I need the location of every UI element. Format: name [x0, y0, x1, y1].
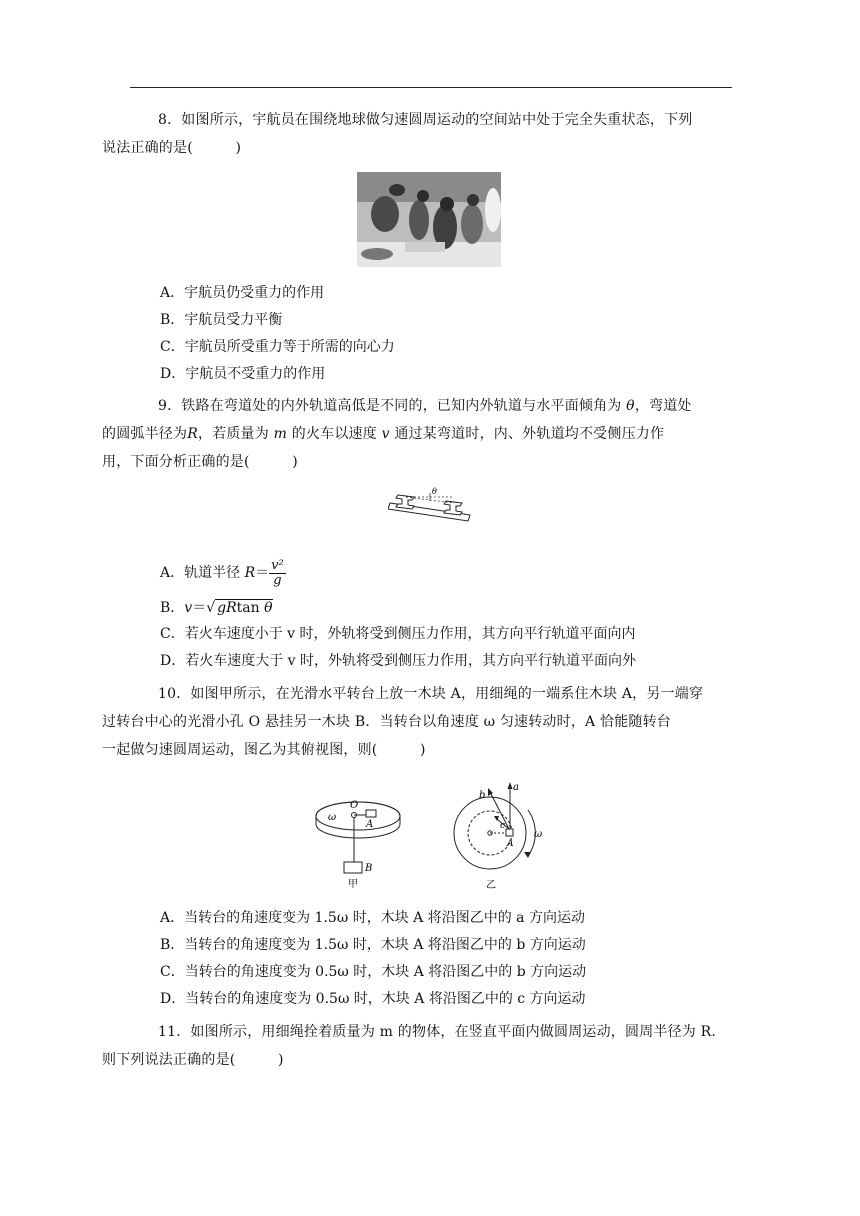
rail-theta-label: θ — [432, 487, 437, 496]
astronaut-photo — [357, 172, 501, 267]
q9-stem-part-b: ，弯道处 — [634, 398, 692, 414]
astronaut-photo-art — [357, 172, 501, 267]
q9-option-a-text: A．轨道半径 — [160, 565, 241, 581]
figure-yi-caption: 乙 — [486, 880, 496, 891]
q9-m: m — [273, 426, 288, 442]
q8-option-b: B．宇航员受力平衡 — [160, 312, 283, 328]
q10-stem-line2: 过转台中心的光滑小孔 O 悬挂另一木块 B．当转台以角速度 ω 匀速转动时，A 恰能随转台 — [102, 714, 671, 730]
q9-option-b — [160, 598, 273, 618]
q9-option-b-v: v — [184, 600, 193, 616]
figure-jia-caption: 甲 — [348, 879, 358, 890]
jia-label-omega: ω — [328, 812, 337, 823]
yi-label-a: a — [513, 782, 519, 793]
fraction-numerator: v² — [271, 557, 284, 573]
q9-stem — [102, 392, 732, 476]
q10-option-c: C．当转台的角速度变为 0.5ω 时，木块 A 将沿图乙中的 b 方向运动 — [160, 964, 587, 980]
q9-option-a-eq: ＝ — [255, 565, 270, 581]
q9-theta: θ — [626, 398, 635, 414]
q9-option-d: D．若火车速度大于 v 时，外轨将受到侧压力作用，其方向平行轨道平面向外 — [160, 653, 637, 669]
q9-option-a-R: R — [244, 565, 256, 581]
q9-stem-line2a: 的圆弧半径为 — [102, 426, 188, 442]
header-rule — [130, 87, 732, 88]
yi-label-c: c — [500, 821, 506, 831]
q9-option-b-radicand — [215, 599, 272, 616]
radicand-gR: gR — [217, 600, 237, 616]
q8-option-c: C．宇航员所受重力等于所需的向心力 — [160, 339, 395, 355]
q8-option-d: D．宇航员不受重力的作用 — [160, 366, 326, 382]
yi-label-b: b — [479, 790, 486, 801]
q10-stem — [102, 680, 732, 764]
q10-stem-line3: 一起做匀速圆周运动，图乙为其俯视图，则( ) — [102, 742, 426, 758]
q8-option-a: A．宇航员仍受重力的作用 — [160, 285, 325, 301]
q11-stem — [102, 1018, 732, 1074]
radicand-tan: tan — [236, 600, 260, 616]
jia-label-O: O — [350, 800, 359, 811]
q9-R: R — [187, 426, 198, 442]
radicand-theta: θ — [264, 600, 273, 616]
q8-stem — [102, 106, 732, 162]
q10-option-a: A．当转台的角速度变为 1.5ω 时，木块 A 将沿图乙中的 a 方向运动 — [160, 910, 585, 926]
figure-yi-topview — [446, 778, 556, 893]
figure-jia-turntable — [312, 790, 412, 890]
jia-label-A: A — [366, 819, 374, 830]
q8-stem-line1: 8．如图所示，宇航员在围绕地球做匀速圆周运动的空间站中处于完全失重状态，下列 — [158, 112, 693, 128]
q9-stem-line2d: 通过某弯道时，内、外轨道均不受侧压力作 — [394, 426, 665, 442]
q9-option-a-fraction — [269, 559, 286, 588]
yi-label-A: A — [507, 839, 514, 849]
q9-stem-line2b: ，若质量为 — [197, 426, 269, 442]
q9-v: v — [381, 426, 390, 442]
q10-option-d: D．当转台的角速度变为 0.5ω 时，木块 A 将沿图乙中的 c 方向运动 — [160, 991, 586, 1007]
q10-option-b: B．当转台的角速度变为 1.5ω 时，木块 A 将沿图乙中的 b 方向运动 — [160, 937, 586, 953]
q11-stem-line2: 则下列说法正确的是( ) — [102, 1052, 284, 1068]
q8-stem-line2: 说法正确的是( ) — [102, 140, 242, 156]
rail-diagram — [388, 487, 472, 523]
fraction-denominator: g — [273, 572, 282, 588]
q9-stem-part-a: 9．铁路在弯道处的内外轨道高低是不同的，已知内外轨道与水平面倾角为 — [158, 398, 622, 414]
q9-stem-line3: 用，下面分析正确的是( ) — [102, 454, 298, 470]
q9-option-a — [160, 558, 286, 588]
q11-stem-line1: 11．如图所示，用细绳拴着质量为 m 的物体，在竖直平面内做圆周运动，圆周半径为 R. — [158, 1024, 717, 1040]
q9-option-b-label: B． — [160, 600, 185, 616]
jia-label-B: B — [365, 863, 373, 874]
q9-stem-line2c: 的火车以速度 — [291, 426, 377, 442]
q10-stem-line1: 10．如图甲所示，在光滑水平转台上放一木块 A，用细绳的一端系住木块 A，另一端穿 — [158, 686, 704, 702]
yi-label-omega: ω — [534, 829, 543, 840]
q9-option-b-eq: ＝ — [192, 600, 207, 616]
sqrt-icon: √ — [206, 600, 216, 616]
q9-option-c: C．若火车速度小于 v 时，外轨将受到侧压力作用，其方向平行轨道平面向内 — [160, 626, 636, 642]
